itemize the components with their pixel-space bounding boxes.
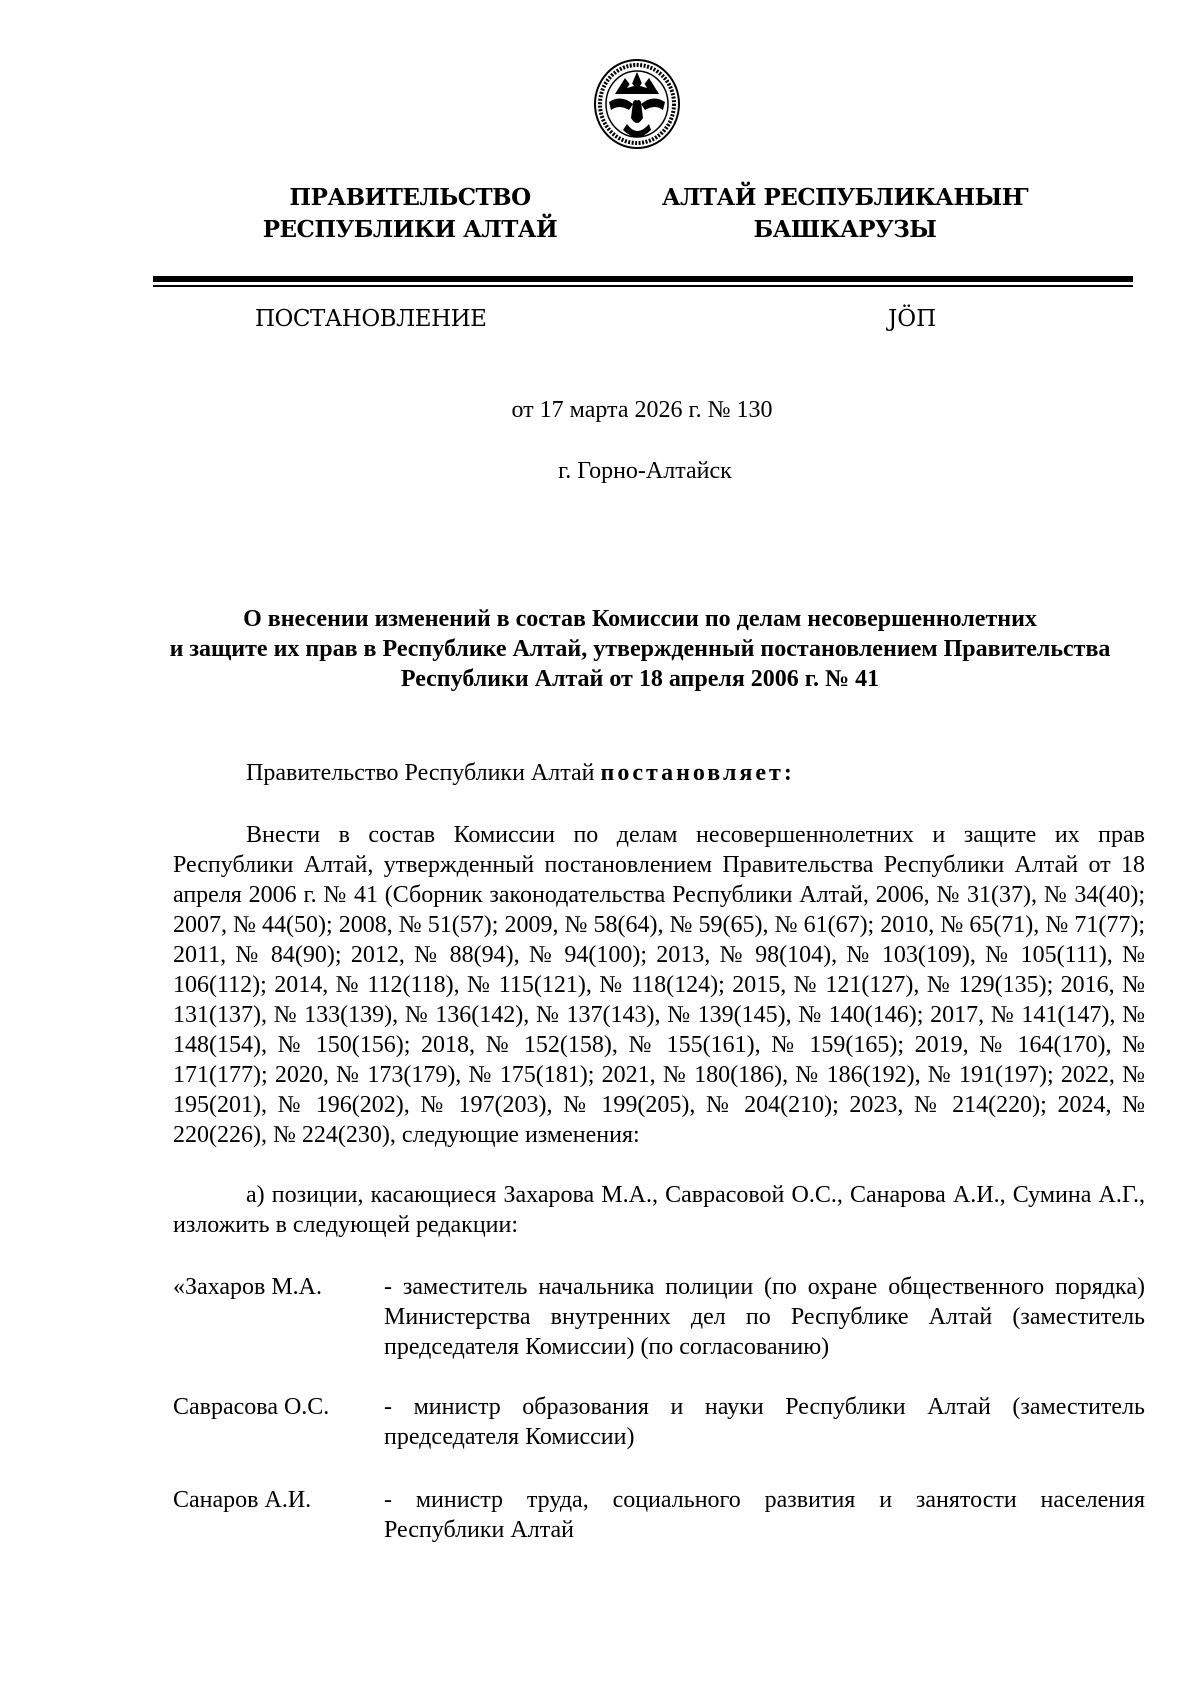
title-line3: Республики Алтай от 18 апреля 2006 г. № 41 — [400, 666, 880, 692]
position-description: - министр образования и науки Республики Алтай (заместитель председателя Комиссии) — [384, 1394, 1145, 1450]
city-line — [0, 456, 1200, 486]
header-left — [200, 182, 620, 246]
intro-line — [246, 758, 795, 788]
header-right — [635, 182, 1055, 246]
header-right-line2: БАШКАРУЗЫ — [753, 216, 937, 243]
position-name: Саврасова О.С. — [173, 1394, 330, 1420]
header-divider-thick — [153, 276, 1133, 282]
document-title — [140, 604, 1140, 694]
position-description: - заместитель начальника полиции (по охране общественного порядка) Министерства внутренних дел по Республике Алтай (заместитель председателя Комиссии) (по согласованию) — [384, 1274, 1145, 1360]
date-line — [0, 395, 1200, 425]
header-divider-thin — [153, 285, 1133, 287]
doc-type-right: JÖП — [888, 306, 937, 332]
title-line1: О внесении изменений в состав Комиссии по делам несовершеннолетних — [243, 606, 1037, 632]
subpoint-a — [173, 1180, 1145, 1240]
city-text: г. Горно-Алтайск — [558, 458, 732, 484]
doc-type-left: ПОСТАНОВЛЕНИЕ — [255, 306, 487, 332]
date-text: от 17 марта 2026 г. № 130 — [511, 397, 773, 423]
position-name: Санаров А.И. — [173, 1487, 312, 1513]
header-left-line1: ПРАВИТЕЛЬСТВО — [289, 184, 531, 211]
body-paragraph-text: Внести в состав Комиссии по делам несовершеннолетних и защите их прав Республики Алтай, утвержденный постановлением Правительства Республики Алтай от 18 апреля 2006 г. № 41 (Сборник законодательства Республики Алтай, 2006, № 31(37), № 34(40); 2007, № 44(50); 2008, № 51(57); 2009, № 58(64), № 59(65), № 61(67); 2010, № 65(71), № 71(77); 2011, № 84(90); 2012, № 88(94), № 94(100); 2013, № 98(104), № 103(109), № 105(111), № 106(112); 2014, № 112(118), № 115(121), № 118(124); 2015, № 121(127), № 129(135); 2016, № 131(137), № 133(139), № 136(142), № 137(143), № 139(145), № 140(146); 2017, № 141(147), № 148(154), № 150(156); 2018, № 152(158), № 155(161), № 159(165); 2019, № 164(170), № 171(177); 2020, № 173(179), № 175(181); 2021, № 180(186), № 186(192), № 191(197); 2022, № 195(201), № 196(202), № 197(203), № 199(205), № 204(210); 2023, № 214(220); 2024, № 220(226), № 224(230), следующие изменения: — [173, 822, 1145, 1148]
header-right-line1: АЛТАЙ РЕСПУБЛИКАНЫҤ — [661, 184, 1029, 211]
decree-word: постановляет: — [600, 760, 795, 786]
subpoint-a-text: а) позиции, касающиеся Захарова М.А., Саврасовой О.С., Санарова А.И., Сумина А.Г., изложить в следующей редакции: — [173, 1182, 1145, 1238]
title-line2: и защите их прав в Республике Алтай, утвержденный постановлением Правительства — [169, 636, 1111, 662]
body-paragraph — [173, 820, 1145, 1150]
header-left-line2: РЕСПУБЛИКИ АЛТАЙ — [262, 216, 558, 243]
intro-text: Правительство Республики Алтай — [246, 760, 601, 786]
position-description: - министр труда, социального развития и занятости населения Республики Алтай — [384, 1487, 1145, 1543]
position-name: «Захаров М.А. — [173, 1274, 323, 1300]
republic-altai-emblem-icon — [593, 58, 681, 150]
